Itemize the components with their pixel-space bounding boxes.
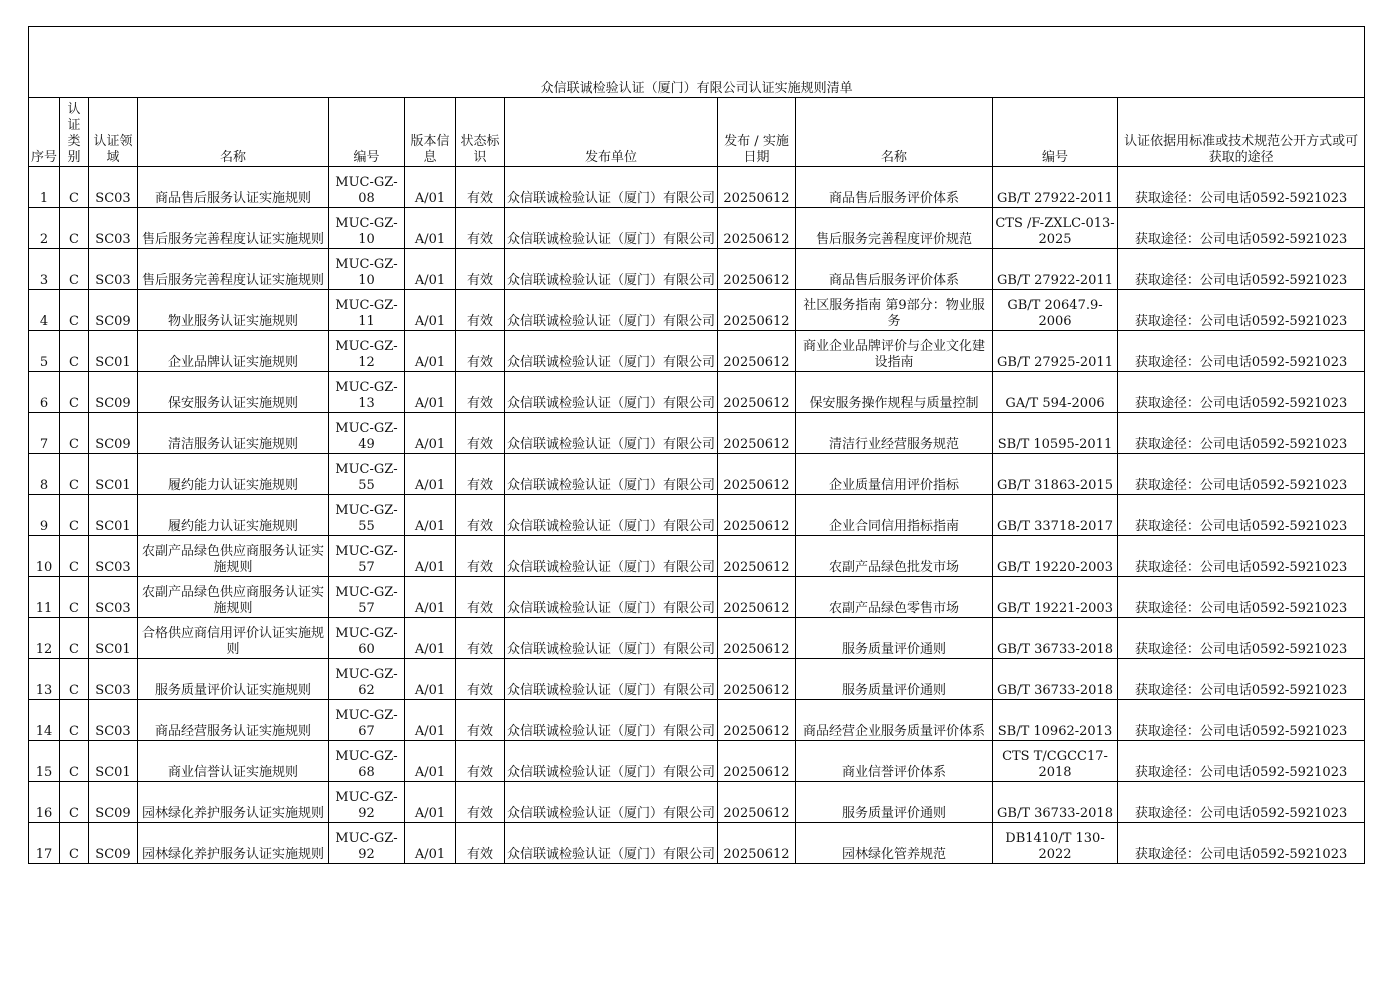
table-row [29, 741, 1365, 782]
cell-standard-code: GB/T 20647.9-2006 [993, 290, 1118, 331]
cell-seq: 6 [29, 372, 60, 413]
cell-rule-code: MUC-GZ-68 [329, 741, 405, 782]
cell-basis: 获取途径：公司电话0592-5921023 [1118, 249, 1365, 290]
cell-basis: 获取途径：公司电话0592-5921023 [1118, 331, 1365, 372]
cell-version: A/01 [405, 741, 456, 782]
cell-seq: 13 [29, 659, 60, 700]
cell-status: 有效 [456, 454, 505, 495]
cell-publisher: 众信联诚检验认证（厦门）有限公司 [505, 577, 718, 618]
table-row [29, 536, 1365, 577]
cell-field: SC01 [89, 495, 138, 536]
cell-standard-name: 保安服务操作规程与质量控制 [796, 372, 993, 413]
cell-field: SC09 [89, 372, 138, 413]
table-row [29, 413, 1365, 454]
cell-basis: 获取途径：公司电话0592-5921023 [1118, 208, 1365, 249]
cell-seq: 16 [29, 782, 60, 823]
cell-date: 20250612 [718, 577, 796, 618]
cell-basis: 获取途径：公司电话0592-5921023 [1118, 618, 1365, 659]
cell-version: A/01 [405, 577, 456, 618]
cell-standard-name: 商品售后服务评价体系 [796, 249, 993, 290]
cell-version: A/01 [405, 290, 456, 331]
cell-status: 有效 [456, 413, 505, 454]
cell-rule-name: 履约能力认证实施规则 [138, 454, 329, 495]
cell-rule-code: MUC-GZ-67 [329, 700, 405, 741]
cell-publisher: 众信联诚检验认证（厦门）有限公司 [505, 249, 718, 290]
table-row [29, 167, 1365, 208]
cell-category: C [60, 741, 89, 782]
cell-version: A/01 [405, 700, 456, 741]
cell-seq: 10 [29, 536, 60, 577]
cell-field: SC09 [89, 290, 138, 331]
cell-rule-name: 服务质量评价认证实施规则 [138, 659, 329, 700]
cell-basis: 获取途径：公司电话0592-5921023 [1118, 372, 1365, 413]
cell-seq: 14 [29, 700, 60, 741]
cell-category: C [60, 167, 89, 208]
cell-date: 20250612 [718, 536, 796, 577]
cell-standard-code: GB/T 31863-2015 [993, 454, 1118, 495]
cell-standard-name: 商品售后服务评价体系 [796, 167, 993, 208]
cell-basis: 获取途径：公司电话0592-5921023 [1118, 495, 1365, 536]
cell-rule-name: 农副产品绿色供应商服务认证实施规则 [138, 577, 329, 618]
cell-status: 有效 [456, 700, 505, 741]
cell-category: C [60, 372, 89, 413]
table-row [29, 495, 1365, 536]
header-code: 编号 [329, 98, 405, 167]
cell-date: 20250612 [718, 782, 796, 823]
cell-seq: 3 [29, 249, 60, 290]
cell-rule-code: MUC-GZ-10 [329, 208, 405, 249]
cell-rule-code: MUC-GZ-57 [329, 536, 405, 577]
cell-rule-code: MUC-GZ-08 [329, 167, 405, 208]
cell-date: 20250612 [718, 823, 796, 864]
cell-standard-code: DB1410/T 130-2022 [993, 823, 1118, 864]
cell-date: 20250612 [718, 618, 796, 659]
certification-rules-table [28, 26, 1365, 864]
cell-field: SC03 [89, 249, 138, 290]
cell-rule-code: MUC-GZ-55 [329, 495, 405, 536]
title-row [29, 27, 1365, 98]
cell-publisher: 众信联诚检验认证（厦门）有限公司 [505, 167, 718, 208]
cell-date: 20250612 [718, 495, 796, 536]
cell-rule-code: MUC-GZ-10 [329, 249, 405, 290]
cell-status: 有效 [456, 167, 505, 208]
cell-seq: 8 [29, 454, 60, 495]
cell-standard-code: SB/T 10962-2013 [993, 700, 1118, 741]
cell-version: A/01 [405, 331, 456, 372]
cell-standard-name: 企业质量信用评价指标 [796, 454, 993, 495]
cell-seq: 7 [29, 413, 60, 454]
table-row [29, 454, 1365, 495]
cell-field: SC01 [89, 618, 138, 659]
cell-seq: 5 [29, 331, 60, 372]
cell-version: A/01 [405, 495, 456, 536]
cell-seq: 15 [29, 741, 60, 782]
cell-standard-code: CTS T/CGCC17-2018 [993, 741, 1118, 782]
cell-publisher: 众信联诚检验认证（厦门）有限公司 [505, 290, 718, 331]
cell-standard-code: GB/T 27922-2011 [993, 167, 1118, 208]
document-title: 众信联诚检验认证（厦门）有限公司认证实施规则清单 [29, 27, 1365, 98]
cell-date: 20250612 [718, 290, 796, 331]
cell-rule-code: MUC-GZ-11 [329, 290, 405, 331]
cell-category: C [60, 331, 89, 372]
cell-status: 有效 [456, 618, 505, 659]
cell-rule-name: 园林绿化养护服务认证实施规则 [138, 782, 329, 823]
table-row [29, 290, 1365, 331]
cell-publisher: 众信联诚检验认证（厦门）有限公司 [505, 741, 718, 782]
cell-standard-name: 商业企业品牌评价与企业文化建设指南 [796, 331, 993, 372]
cell-basis: 获取途径：公司电话0592-5921023 [1118, 700, 1365, 741]
cell-status: 有效 [456, 290, 505, 331]
cell-rule-code: MUC-GZ-13 [329, 372, 405, 413]
cell-version: A/01 [405, 782, 456, 823]
cell-seq: 11 [29, 577, 60, 618]
cell-field: SC03 [89, 577, 138, 618]
cell-publisher: 众信联诚检验认证（厦门）有限公司 [505, 372, 718, 413]
table-body [29, 167, 1365, 864]
cell-rule-code: MUC-GZ-92 [329, 782, 405, 823]
cell-status: 有效 [456, 577, 505, 618]
cell-seq: 12 [29, 618, 60, 659]
cell-category: C [60, 249, 89, 290]
cell-seq: 9 [29, 495, 60, 536]
cell-field: SC09 [89, 823, 138, 864]
cell-rule-code: MUC-GZ-62 [329, 659, 405, 700]
cell-publisher: 众信联诚检验认证（厦门）有限公司 [505, 782, 718, 823]
cell-publisher: 众信联诚检验认证（厦门）有限公司 [505, 454, 718, 495]
cell-basis: 获取途径：公司电话0592-5921023 [1118, 413, 1365, 454]
cell-category: C [60, 454, 89, 495]
table-row [29, 331, 1365, 372]
cell-rule-name: 物业服务认证实施规则 [138, 290, 329, 331]
cell-category: C [60, 782, 89, 823]
cell-date: 20250612 [718, 167, 796, 208]
cell-publisher: 众信联诚检验认证（厦门）有限公司 [505, 413, 718, 454]
cell-version: A/01 [405, 249, 456, 290]
cell-status: 有效 [456, 741, 505, 782]
cell-rule-name: 清洁服务认证实施规则 [138, 413, 329, 454]
cell-standard-name: 社区服务指南 第9部分：物业服务 [796, 290, 993, 331]
header-version: 版本信息 [405, 98, 456, 167]
cell-date: 20250612 [718, 741, 796, 782]
cell-status: 有效 [456, 823, 505, 864]
cell-seq: 1 [29, 167, 60, 208]
cell-version: A/01 [405, 823, 456, 864]
cell-basis: 获取途径：公司电话0592-5921023 [1118, 536, 1365, 577]
cell-standard-code: GB/T 36733-2018 [993, 618, 1118, 659]
cell-standard-name: 农副产品绿色批发市场 [796, 536, 993, 577]
cell-field: SC01 [89, 331, 138, 372]
cell-standard-name: 商业信誉评价体系 [796, 741, 993, 782]
cell-standard-code: GB/T 33718-2017 [993, 495, 1118, 536]
cell-category: C [60, 700, 89, 741]
cell-rule-name: 售后服务完善程度认证实施规则 [138, 249, 329, 290]
cell-standard-name: 农副产品绿色零售市场 [796, 577, 993, 618]
cell-standard-code: GB/T 27925-2011 [993, 331, 1118, 372]
cell-version: A/01 [405, 167, 456, 208]
cell-standard-name: 商品经营企业服务质量评价体系 [796, 700, 993, 741]
cell-rule-code: MUC-GZ-49 [329, 413, 405, 454]
cell-status: 有效 [456, 659, 505, 700]
cell-seq: 4 [29, 290, 60, 331]
table-row [29, 782, 1365, 823]
header-seq: 序号 [29, 98, 60, 167]
cell-publisher: 众信联诚检验认证（厦门）有限公司 [505, 208, 718, 249]
cell-standard-name: 清洁行业经营服务规范 [796, 413, 993, 454]
cell-standard-name: 园林绿化管养规范 [796, 823, 993, 864]
cell-rule-name: 企业品牌认证实施规则 [138, 331, 329, 372]
cell-category: C [60, 208, 89, 249]
cell-field: SC09 [89, 413, 138, 454]
cell-category: C [60, 413, 89, 454]
cell-rule-code: MUC-GZ-92 [329, 823, 405, 864]
cell-category: C [60, 659, 89, 700]
cell-publisher: 众信联诚检验认证（厦门）有限公司 [505, 823, 718, 864]
cell-date: 20250612 [718, 454, 796, 495]
cell-rule-name: 售后服务完善程度认证实施规则 [138, 208, 329, 249]
cell-version: A/01 [405, 372, 456, 413]
cell-basis: 获取途径：公司电话0592-5921023 [1118, 454, 1365, 495]
cell-basis: 获取途径：公司电话0592-5921023 [1118, 167, 1365, 208]
cell-rule-name: 农副产品绿色供应商服务认证实施规则 [138, 536, 329, 577]
header-publisher: 发布单位 [505, 98, 718, 167]
cell-standard-name: 服务质量评价通则 [796, 659, 993, 700]
cell-standard-name: 服务质量评价通则 [796, 782, 993, 823]
cell-category: C [60, 536, 89, 577]
cell-rule-name: 合格供应商信用评价认证实施规则 [138, 618, 329, 659]
cell-status: 有效 [456, 372, 505, 413]
cell-rule-name: 保安服务认证实施规则 [138, 372, 329, 413]
header-basis: 认证依据用标准或技术规范公开方式或可获取的途径 [1118, 98, 1365, 167]
cell-status: 有效 [456, 782, 505, 823]
cell-rule-code: MUC-GZ-12 [329, 331, 405, 372]
cell-rule-code: MUC-GZ-57 [329, 577, 405, 618]
header-row [29, 98, 1365, 167]
cell-rule-name: 商品经营服务认证实施规则 [138, 700, 329, 741]
cell-standard-name: 服务质量评价通则 [796, 618, 993, 659]
cell-standard-code: GB/T 36733-2018 [993, 659, 1118, 700]
table-row [29, 659, 1365, 700]
cell-field: SC03 [89, 700, 138, 741]
table-row [29, 823, 1365, 864]
table-row [29, 372, 1365, 413]
cell-publisher: 众信联诚检验认证（厦门）有限公司 [505, 700, 718, 741]
cell-rule-code: MUC-GZ-55 [329, 454, 405, 495]
table-row [29, 208, 1365, 249]
header-category: 认证类别 [60, 98, 89, 167]
cell-category: C [60, 823, 89, 864]
cell-field: SC03 [89, 167, 138, 208]
cell-field: SC01 [89, 741, 138, 782]
cell-basis: 获取途径：公司电话0592-5921023 [1118, 782, 1365, 823]
cell-seq: 17 [29, 823, 60, 864]
cell-field: SC03 [89, 536, 138, 577]
cell-standard-code: GB/T 19220-2003 [993, 536, 1118, 577]
cell-standard-code: GB/T 27922-2011 [993, 249, 1118, 290]
cell-basis: 获取途径：公司电话0592-5921023 [1118, 290, 1365, 331]
table-row [29, 700, 1365, 741]
cell-version: A/01 [405, 536, 456, 577]
cell-publisher: 众信联诚检验认证（厦门）有限公司 [505, 618, 718, 659]
cell-date: 20250612 [718, 659, 796, 700]
cell-field: SC03 [89, 208, 138, 249]
cell-category: C [60, 577, 89, 618]
cell-basis: 获取途径：公司电话0592-5921023 [1118, 823, 1365, 864]
cell-rule-name: 商品售后服务认证实施规则 [138, 167, 329, 208]
cell-version: A/01 [405, 413, 456, 454]
header-standard-code: 编号 [993, 98, 1118, 167]
cell-status: 有效 [456, 495, 505, 536]
table-row [29, 577, 1365, 618]
cell-rule-name: 园林绿化养护服务认证实施规则 [138, 823, 329, 864]
cell-status: 有效 [456, 536, 505, 577]
cell-field: SC09 [89, 782, 138, 823]
header-date: 发布 / 实施日期 [718, 98, 796, 167]
cell-publisher: 众信联诚检验认证（厦门）有限公司 [505, 495, 718, 536]
cell-rule-code: MUC-GZ-60 [329, 618, 405, 659]
cell-date: 20250612 [718, 413, 796, 454]
cell-basis: 获取途径：公司电话0592-5921023 [1118, 741, 1365, 782]
cell-standard-code: GA/T 594-2006 [993, 372, 1118, 413]
cell-category: C [60, 290, 89, 331]
cell-category: C [60, 618, 89, 659]
cell-publisher: 众信联诚检验认证（厦门）有限公司 [505, 659, 718, 700]
cell-standard-code: GB/T 19221-2003 [993, 577, 1118, 618]
cell-publisher: 众信联诚检验认证（厦门）有限公司 [505, 536, 718, 577]
cell-version: A/01 [405, 454, 456, 495]
cell-date: 20250612 [718, 372, 796, 413]
cell-status: 有效 [456, 331, 505, 372]
table-row [29, 249, 1365, 290]
header-field: 认证领域 [89, 98, 138, 167]
cell-standard-code: CTS /F-ZXLC-013-2025 [993, 208, 1118, 249]
cell-status: 有效 [456, 249, 505, 290]
cell-basis: 获取途径：公司电话0592-5921023 [1118, 577, 1365, 618]
cell-category: C [60, 495, 89, 536]
cell-rule-name: 履约能力认证实施规则 [138, 495, 329, 536]
cell-field: SC03 [89, 659, 138, 700]
cell-status: 有效 [456, 208, 505, 249]
cell-standard-code: GB/T 36733-2018 [993, 782, 1118, 823]
cell-standard-code: SB/T 10595-2011 [993, 413, 1118, 454]
cell-publisher: 众信联诚检验认证（厦门）有限公司 [505, 331, 718, 372]
cell-date: 20250612 [718, 208, 796, 249]
cell-rule-name: 商业信誉认证实施规则 [138, 741, 329, 782]
cell-date: 20250612 [718, 700, 796, 741]
cell-date: 20250612 [718, 249, 796, 290]
header-status: 状态标识 [456, 98, 505, 167]
cell-date: 20250612 [718, 331, 796, 372]
cell-basis: 获取途径：公司电话0592-5921023 [1118, 659, 1365, 700]
cell-seq: 2 [29, 208, 60, 249]
cell-field: SC01 [89, 454, 138, 495]
header-standard-name: 名称 [796, 98, 993, 167]
cell-standard-name: 售后服务完善程度评价规范 [796, 208, 993, 249]
cell-version: A/01 [405, 618, 456, 659]
header-name: 名称 [138, 98, 329, 167]
cell-version: A/01 [405, 208, 456, 249]
cell-version: A/01 [405, 659, 456, 700]
table-row [29, 618, 1365, 659]
cell-standard-name: 企业合同信用指标指南 [796, 495, 993, 536]
